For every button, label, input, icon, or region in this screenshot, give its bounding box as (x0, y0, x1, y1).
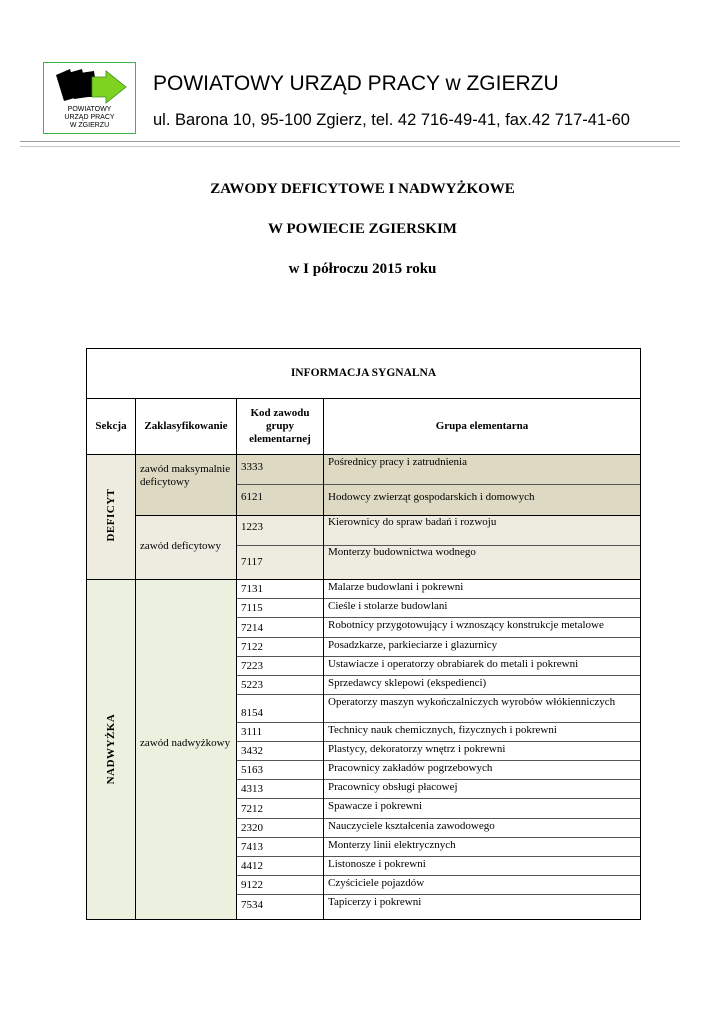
header-code: Kod zawodu grupy elementarnej (249, 407, 311, 445)
code-cell: 3333 (241, 461, 263, 473)
group-cell: Technicy nauk chemicznych, fizycznych i pokrewni (328, 724, 557, 736)
group-cell: Czyściciele pojazdów (328, 877, 425, 889)
document-title-line-1: ZAWODY DEFICYTOWE I NADWYŻKOWE (210, 181, 515, 197)
document-title-line-2: W POWIECIE ZGIERSKIM (268, 221, 457, 237)
code-cell: 4412 (241, 860, 263, 872)
office-logo (43, 62, 136, 134)
logo-text-line-3: W ZGIERZU (69, 122, 110, 129)
header-rule-secondary (20, 146, 680, 147)
code-cell: 7117 (241, 556, 263, 568)
group-cell: Robotnicy przygotowujący i wznoszący konstrukcje metalowe (328, 619, 604, 631)
code-cell: 7214 (241, 622, 263, 634)
code-cell: 7223 (241, 660, 263, 672)
document-title-line-3: w I półroczu 2015 roku (288, 261, 437, 277)
code-cell: 7534 (241, 899, 263, 911)
occupations-table (86, 348, 641, 920)
group-cell: Malarze budowlani i pokrewni (328, 581, 464, 593)
code-cell: 3111 (241, 726, 263, 738)
header-group: Grupa elementarna (435, 420, 529, 432)
code-cell: 7122 (241, 641, 263, 653)
header-section: Sekcja (95, 420, 127, 432)
code-cell: 7413 (241, 841, 263, 853)
code-cell: 7115 (241, 602, 263, 614)
group-cell: Operatorzy maszyn wykończalniczych wyrobów włókienniczych (328, 696, 616, 708)
group-cell: Cieśle i stolarze budowlani (328, 600, 448, 612)
group-cell: Pracownicy obsługi płacowej (328, 781, 458, 793)
section-label-deficit: DEFICYT (105, 488, 117, 542)
logo-text-line-1: POWIATOWY (67, 106, 112, 113)
group-cell: Pracownicy zakładów pogrzebowych (328, 762, 493, 774)
group-cell: Listonosze i pokrewni (328, 858, 426, 870)
group-cell: Monterzy budownictwa wodnego (328, 546, 476, 558)
code-cell: 7212 (241, 803, 263, 815)
group-cell: Monterzy linii elektrycznych (328, 839, 456, 851)
group-cell: Spawacze i pokrewni (328, 800, 423, 812)
code-cell: 3432 (241, 745, 263, 757)
code-cell: 6121 (241, 491, 263, 503)
office-address: ul. Barona 10, 95-100 Zgierz, tel. 42 716-49-41, fax.42 717-41-60 (153, 111, 630, 129)
group-cell: Tapicerzy i pokrewni (328, 896, 422, 908)
code-cell: 2320 (241, 822, 263, 834)
code-cell: 8154 (241, 707, 263, 719)
code-cell: 1223 (241, 521, 263, 533)
group-cell: Pośrednicy pracy i zatrudnienia (328, 456, 467, 468)
logo-graphic (48, 67, 132, 109)
group-cell: Sprzedawcy sklepowi (ekspedienci) (328, 677, 487, 689)
table-caption: INFORMACJA SYGNALNA (290, 367, 437, 379)
section-label-surplus: NADWYŻKA (105, 713, 117, 785)
group-cell: Nauczyciele kształcenia zawodowego (328, 820, 495, 832)
code-cell: 9122 (241, 879, 263, 891)
group-cell: Kierownicy do spraw badań i rozwoju (328, 516, 497, 528)
code-cell: 7131 (241, 583, 263, 595)
group-cell: Ustawiacze i operatorzy obrabiarek do metali i pokrewni (328, 658, 579, 670)
logo-text-line-2: URZĄD PRACY (64, 114, 115, 121)
group-cell: Hodowcy zwierząt gospodarskich i domowych (328, 491, 535, 503)
code-cell: 5223 (241, 679, 263, 691)
code-cell: 4313 (241, 783, 263, 795)
label-max-deficit: zawód maksymalnie deficytowy (140, 463, 231, 488)
label-deficit: zawód deficytowy (140, 540, 221, 552)
label-surplus: zawód nadwyżkowy (140, 737, 231, 749)
header-classification: Zaklasyfikowanie (144, 420, 228, 432)
group-cell: Posadzkarze, parkieciarze i glazurnicy (328, 639, 498, 651)
office-name: POWIATOWY URZĄD PRACY w ZGIERZU (153, 72, 559, 95)
header-rule (20, 141, 680, 142)
group-cell: Plastycy, dekoratorzy wnętrz i pokrewni (328, 743, 506, 755)
code-cell: 5163 (241, 764, 263, 776)
